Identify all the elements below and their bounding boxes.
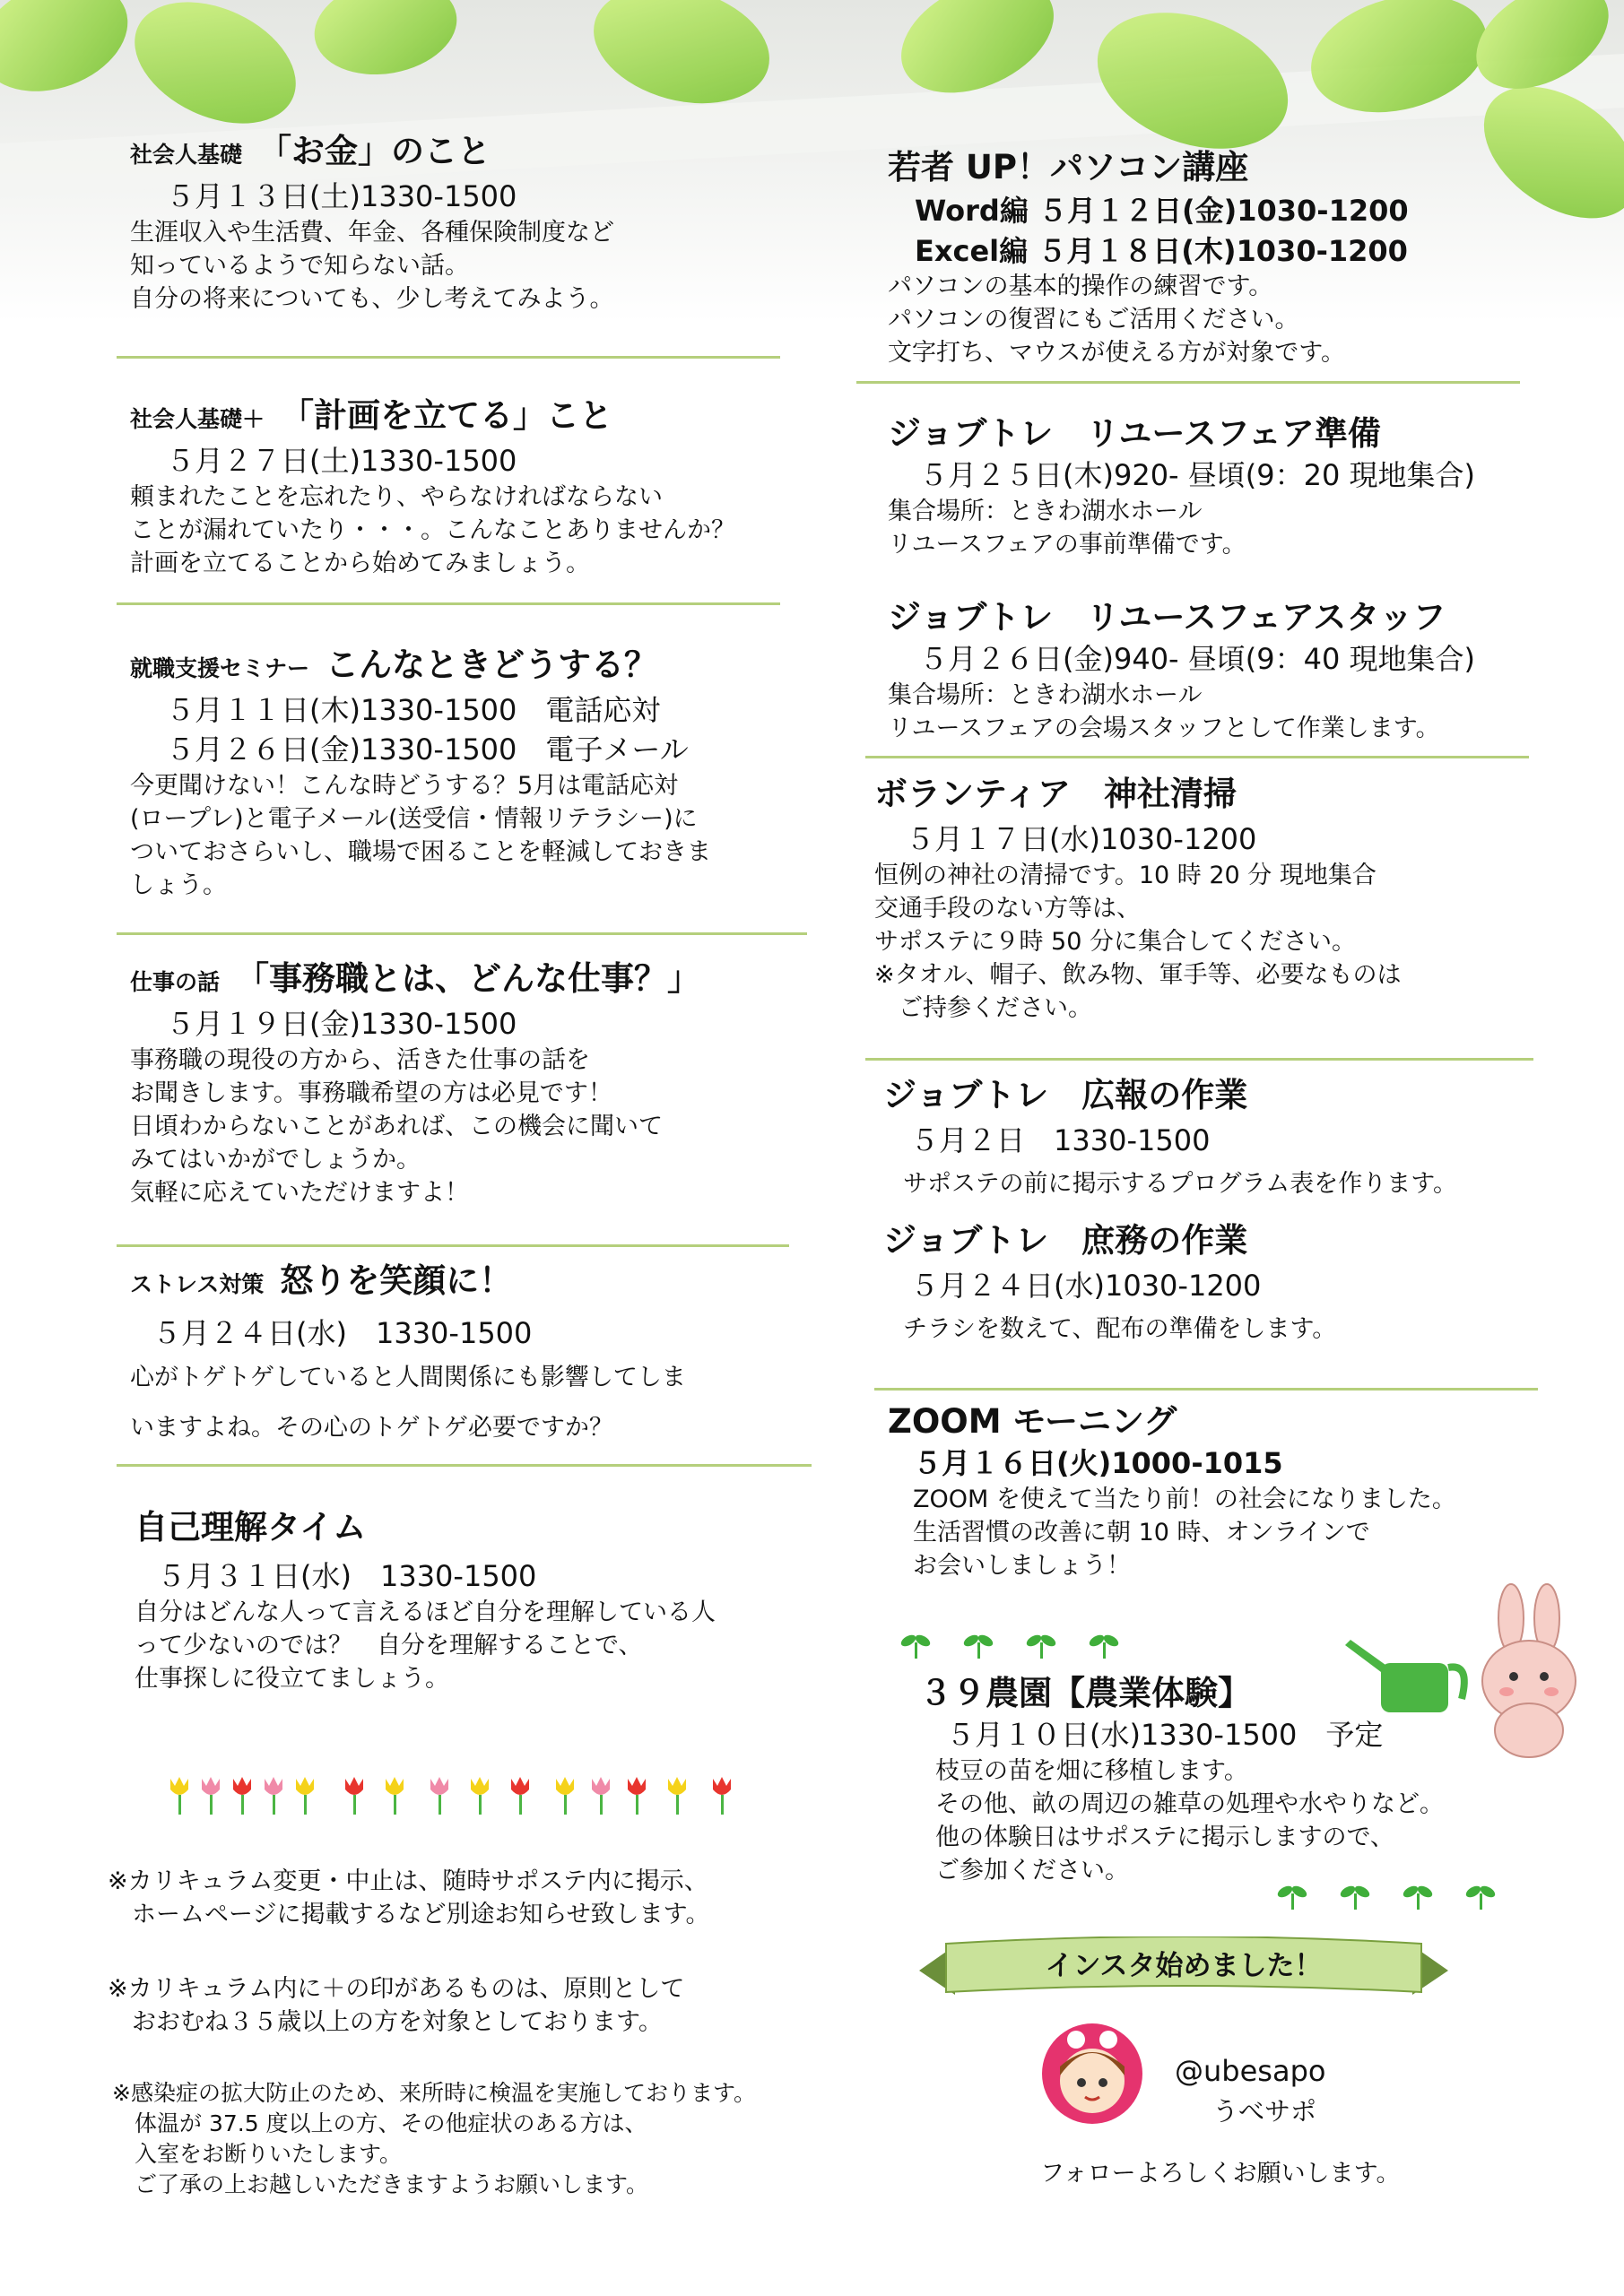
event-body-line: って少ないのでは？ 自分を理解することで、 (135, 1632, 643, 1659)
event-title: 若者 UP！パソコン講座 (888, 148, 1249, 186)
event-admin-work (883, 1219, 1336, 1346)
event-date: ５月１９日(金)1330-1500 (166, 1007, 517, 1041)
note-line: ※感染症の拡大防止のため、来所時に検温を実施しております。 (112, 2080, 756, 2106)
event-date: ５月２６日(金)940- 昼頃(9：40 現地集合) (919, 642, 1475, 676)
event-date: ５月１３日(土)1330-1500 (166, 179, 517, 213)
divider (865, 756, 1529, 758)
event-body-line: 計画を立てることから始めてみましょう。 (130, 550, 590, 577)
event-title: 仕事の話 「事務職とは、どんな仕事？」 (130, 959, 701, 998)
event-body-line: 他の体験日はサポステに掲示しますので、 (935, 1824, 1394, 1851)
event-pc-course (888, 146, 1409, 369)
event-title: ３９農園【農業体験】 (919, 1674, 1251, 1712)
event-body-line: サポステの前に掲示するプログラム表を作ります。 (903, 1170, 1458, 1198)
sprouts-decoration-bottom (1273, 1878, 1533, 1914)
event-body-line: 頼まれたことを忘れたり、やらなければならない (130, 483, 663, 511)
event-title: ジョブトレ リユースフェアスタッフ (888, 598, 1446, 637)
event-body-line: 生涯収入や生活費、年金、各種保険制度など (130, 219, 614, 247)
note-infection (112, 2078, 756, 2200)
event-date: ５月３１日(水) 1330-1500 (157, 1559, 537, 1593)
event-title: ジョブトレ リユースフェア準備 (888, 414, 1381, 453)
event-body-line: その他、畝の周辺の雑草の処理や水やりなど。 (935, 1790, 1444, 1818)
note-line: ホームページに掲載するなど別途お知らせ致します。 (108, 1901, 710, 1928)
event-title: ボランティア 神社清掃 (874, 775, 1238, 813)
divider (874, 1388, 1538, 1391)
avatar (1040, 2022, 1144, 2126)
event-plan (130, 394, 735, 580)
event-body-line: お会いしましょう！ (913, 1552, 1131, 1580)
event-body-line: 自分の将来についても、少し考えてみよう。 (130, 285, 614, 313)
event-zoom-morning (888, 1400, 1456, 1582)
event-body-line: お聞きします。事務職希望の方は必見です！ (130, 1079, 612, 1107)
divider (117, 932, 807, 935)
event-body-line: チラシを数えて、配布の準備をします。 (903, 1315, 1337, 1343)
event-title: 自己理解タイム (135, 1508, 367, 1547)
event-body-line: ことが漏れていたり・・・。こんなことありませんか？ (130, 516, 735, 544)
event-body-line: ついておさらいし、職場で困ることを軽減しておきま (130, 838, 711, 866)
event-body-line: みてはいかがでしょうか。 (130, 1146, 421, 1174)
event-body-line: リユースフェアの事前準備です。 (888, 531, 1246, 559)
event-body-line: 心がトゲトゲしていると人間関係にも影響してしま (130, 1364, 686, 1391)
event-body-line: 事務職の現役の方から、活きた仕事の話を (130, 1046, 590, 1074)
event-body-line: ご持参ください。 (874, 994, 1092, 1022)
event-body-line: パソコンの復習にもご活用ください。 (888, 306, 1299, 334)
event-money (130, 130, 614, 316)
event-date: Excel編 ５月１８日(木)1030-1200 (915, 234, 1408, 268)
insta-follow-text: フォローよろしくお願いします。 (1040, 2160, 1401, 2188)
event-body-line: 交通手段のない方等は、 (874, 895, 1141, 923)
event-body-line: いますよね。その心のトゲトゲ必要ですか？ (130, 1414, 613, 1442)
divider (117, 356, 780, 359)
event-title: ストレス対策 怒りを笑顔に！ (130, 1261, 513, 1300)
event-body-line: 気軽に応えていただけますよ！ (130, 1179, 469, 1207)
event-body-line: パソコンの基本的操作の練習です。 (888, 273, 1273, 300)
event-stress (130, 1260, 686, 1453)
event-date: ５月２６日(金)1330-1500 電子メール (166, 732, 689, 767)
note-line: ※カリキュラム内に＋の印があるものは、原則として (108, 1975, 685, 2003)
event-date: ５月１１日(木)1330-1500 電話応対 (166, 693, 661, 727)
divider (117, 1244, 789, 1247)
event-body-line: ご参加ください。 (935, 1857, 1129, 1884)
event-date: ５月１６日(火)1000-1015 (913, 1446, 1283, 1480)
event-body-line: 日頃わからないことがあれば、この機会に聞いて (130, 1113, 663, 1140)
event-body-line: ZOOM を使えて当たり前！の社会になりました。 (913, 1486, 1456, 1513)
divider (117, 1464, 812, 1467)
note-line: おおむね３５歳以上の方を対象としております。 (108, 2008, 663, 2036)
event-body-line: 集合場所：ときわ湖水ホール (888, 498, 1203, 525)
event-date: ５月１０日(水)1330-1500 予定 (946, 1718, 1384, 1752)
event-title: ジョブトレ 広報の作業 (883, 1076, 1248, 1114)
event-body-line: ※タオル、帽子、飲み物、軍手等、必要なものは (874, 961, 1402, 989)
event-body-line: (ロープレ)と電子メール(送受信・情報リテラシー)に (130, 805, 698, 833)
event-body-line: サポステに９時 50 分に集合してください。 (874, 928, 1356, 956)
event-title: 就職支援セミナー こんなときどうする？ (130, 645, 658, 684)
event-title: ジョブトレ 庶務の作業 (883, 1221, 1248, 1260)
event-body-line: 生活習慣の改善に朝 10 時、オンラインで (913, 1519, 1370, 1547)
event-body-line: 集合場所：ときわ湖水ホール (888, 681, 1203, 709)
divider (117, 602, 780, 605)
event-office-work (130, 957, 700, 1209)
event-date: ５月２５日(木)920- 昼頃(9：20 現地集合) (919, 458, 1475, 492)
divider (865, 1058, 1533, 1061)
event-body-line: 枝豆の苗を畑に移植します。 (935, 1757, 1248, 1785)
event-pr-work (883, 1074, 1457, 1200)
event-reuse-staff (888, 596, 1475, 745)
event-body-line: 今更聞けない！こんな時どうする？5月は電話応対 (130, 772, 679, 800)
event-date: Word編 ５月１２日(金)1030-1200 (915, 194, 1409, 228)
divider (856, 381, 1520, 384)
event-shrine-cleaning (874, 773, 1401, 1025)
event-date: ５月２４日(水)1030-1200 (910, 1269, 1262, 1303)
note-line: ご了承の上お越しいただきますようお願いします。 (112, 2171, 649, 2197)
note-line: 入室をお断りいたします。 (112, 2141, 403, 2167)
event-body-line: しょう。 (130, 871, 227, 899)
event-reuse-prep (888, 412, 1475, 561)
note-curriculum (108, 1865, 710, 1931)
event-title: 社会人基礎＋ 「計画を立てる」こと (130, 396, 613, 435)
event-seminar (130, 644, 711, 902)
event-title: 社会人基礎 「お金」のこと (130, 132, 491, 170)
note-age (108, 1972, 684, 2039)
event-body-line: 知っているようで知らない話。 (130, 252, 469, 280)
tulips-decoration (161, 1773, 744, 1820)
event-date: ５月２日 1330-1500 (910, 1123, 1211, 1157)
insta-name: うべサポ (1212, 2096, 1317, 2127)
event-self-understanding (135, 1506, 716, 1695)
event-body-line: 自分はどんな人って言えるほど自分を理解している人 (135, 1599, 716, 1626)
insta-handle[interactable]: @ubesapo (1175, 2054, 1326, 2088)
event-body-line: 文字打ち、マウスが使える方が対象です。 (888, 339, 1346, 367)
sprouts-decoration-top (892, 1627, 1161, 1663)
event-date: ５月２７日(土)1330-1500 (166, 444, 517, 478)
note-line: 体温が 37.5 度以上の方、その他症状のある方は、 (112, 2110, 647, 2136)
note-line: ※カリキュラム変更・中止は、随時サポステ内に掲示、 (108, 1867, 708, 1895)
event-body-line: リユースフェアの会場スタッフとして作業します。 (888, 715, 1440, 742)
insta-banner-text: インスタ始めました！ (1045, 1950, 1323, 1982)
event-body-line: 恒例の神社の清掃です。10 時 20 分 現地集合 (874, 862, 1376, 889)
event-date: ５月２４日(水) 1330-1500 (152, 1316, 533, 1350)
event-title: ZOOM モーニング (888, 1402, 1177, 1441)
event-farm (919, 1672, 1444, 1887)
event-body-line: 仕事探しに役立てましょう。 (135, 1665, 449, 1693)
event-date: ５月１７日(水)1030-1200 (906, 822, 1257, 856)
